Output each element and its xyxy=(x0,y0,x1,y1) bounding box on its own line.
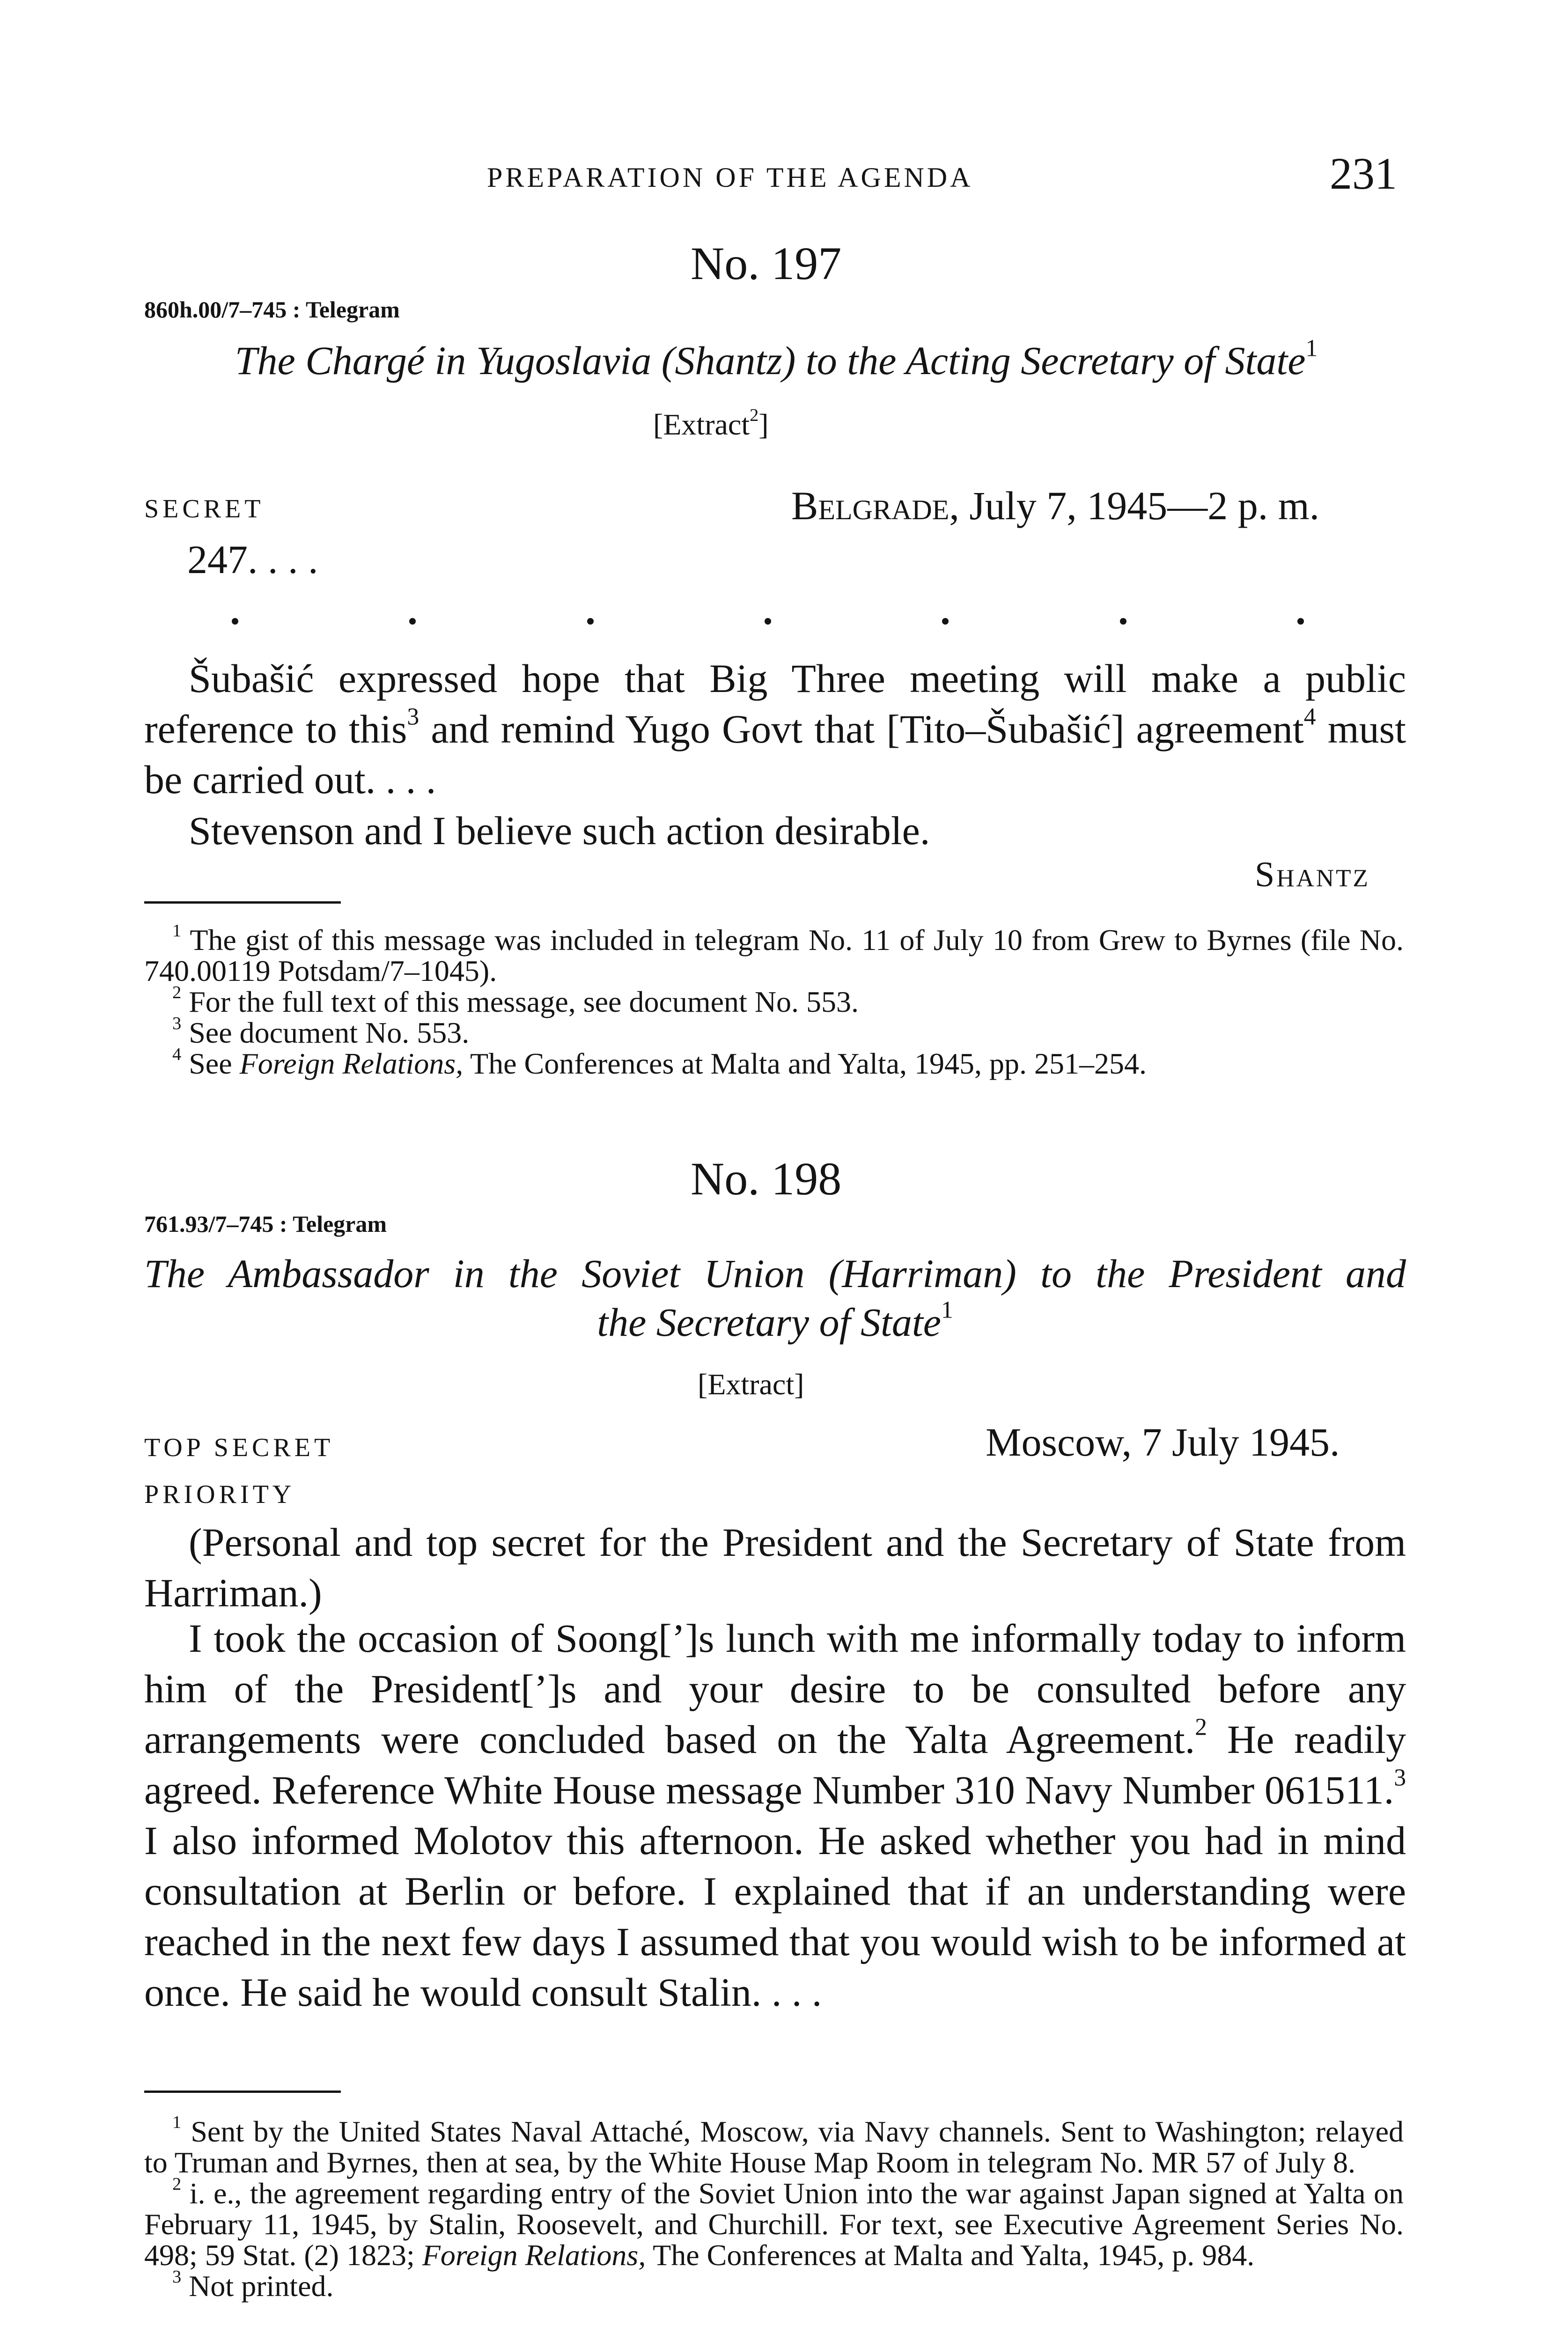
page-number: 231 xyxy=(1330,148,1397,199)
doc198-file-ref: 761.93/7–745 : Telegram xyxy=(144,1211,387,1237)
footnote-mark: 2 xyxy=(172,983,182,1003)
dot xyxy=(942,618,949,625)
para-text: must be carried out. . . . xyxy=(144,707,1406,802)
dot xyxy=(232,618,238,625)
doc197-serial: 247. . . . xyxy=(187,537,318,582)
footnote-mark: 1 xyxy=(172,2113,182,2133)
doc197-paragraph-2: Stevenson and I believe such action desirable. xyxy=(189,808,930,853)
footnote-ref: 3 xyxy=(1394,1764,1406,1791)
footnote-mark: 1 xyxy=(172,921,182,941)
footnote-1 xyxy=(144,2113,1404,2179)
dot xyxy=(765,618,771,625)
doc198-paragraph-1: (Personal and top secret for the President and the Secretary of State from Harriman.) xyxy=(144,1520,1406,1615)
footnote-text: Sent by the United States Naval Attaché, Moscow, via Navy channels. Sent to Washington; relayed to Truman and Byrnes, then at sea, by the White House Map Room in telegram No. MR 57 of July 8. xyxy=(144,2115,1404,2179)
footnote-mark: 2 xyxy=(172,2174,182,2194)
doc198-classification-1: TOP SECRET xyxy=(144,1433,334,1462)
footnote-ref: 1 xyxy=(1305,335,1318,362)
footnote-4 xyxy=(144,1045,1404,1080)
dot xyxy=(587,618,594,625)
running-title: PREPARATION OF THE AGENDA xyxy=(487,162,973,193)
footnote-text-italic: Foreign Relations, xyxy=(239,1047,464,1080)
footnote-1 xyxy=(144,921,1404,987)
footnote-text: For the full text of this message, see document No. 553. xyxy=(189,985,859,1018)
footnote-2 xyxy=(144,983,1404,1018)
para-text: He readily agreed. Reference White House message Number 310 Navy Number 061511. xyxy=(144,1717,1406,1812)
para-text: and remind Yugo Govt that [Tito–Šubašić] agreement xyxy=(431,707,1304,751)
doc197-file-ref: 860h.00/7–745 : Telegram xyxy=(144,296,400,323)
doc197-classification: SECRET xyxy=(144,494,265,523)
doc197-dateline xyxy=(791,482,1319,529)
para-text: I took the occasion of Soong[’]s lunch with me informally today to inform him of the President[’]s and your desire to be consulted before any arrangements were concluded based on the Yalta Agreement. xyxy=(144,1616,1406,1762)
dateline-date: July 7, 1945—2 p. m. xyxy=(969,483,1320,528)
doc198-title xyxy=(144,1249,1406,1347)
footnote-mark: 3 xyxy=(172,1014,182,1034)
dot xyxy=(1120,618,1126,625)
ellipsis-row xyxy=(232,618,1304,625)
footnote-mark: 3 xyxy=(172,2267,182,2287)
doc198-classification-2: PRIORITY xyxy=(144,1480,295,1509)
doc198-dateline: Moscow, 7 July 1945. xyxy=(986,1420,1340,1465)
footnote-text: See document No. 553. xyxy=(189,1016,470,1049)
footnote-ref: 4 xyxy=(1303,703,1316,730)
extract-label: [Extract xyxy=(653,408,750,441)
dateline-place: Belgrade, xyxy=(791,483,959,528)
doc197-signature: Shantz xyxy=(1255,855,1370,894)
footnote-text-italic: Foreign Relations, xyxy=(422,2238,646,2272)
doc198-title-line1: The Ambassador in the Soviet Union (Harriman) to the President and xyxy=(144,1251,1406,1296)
doc197-extract xyxy=(653,407,769,442)
footnote-text: See xyxy=(189,1047,232,1080)
footnote-ref: 1 xyxy=(941,1296,953,1324)
doc198-extract: [Extract] xyxy=(698,1368,804,1401)
footnote-rule xyxy=(144,901,341,904)
doc198-title-text: the Secretary of State xyxy=(597,1300,941,1345)
doc198-title-line2 xyxy=(144,1298,1406,1347)
footnote-2 xyxy=(144,2174,1404,2272)
dot xyxy=(1297,618,1304,625)
doc197-number: No. 197 xyxy=(691,237,842,289)
footnote-text: The Conferences at Malta and Yalta, 1945, pp. 251–254. xyxy=(470,1047,1147,1080)
footnote-ref: 2 xyxy=(1195,1714,1207,1741)
para-text: Šubašić expressed hope that Big Three meeting will make a public reference to this xyxy=(144,656,1406,751)
footnote-ref: 2 xyxy=(750,405,759,426)
footnote-3 xyxy=(144,1014,1404,1049)
dot xyxy=(409,618,416,625)
doc197-title-text: The Chargé in Yugoslavia (Shantz) to the Acting Secretary of State xyxy=(235,338,1306,383)
footnote-text: The Conferences at Malta and Yalta, 1945, p. 984. xyxy=(653,2238,1255,2272)
doc198-footnotes xyxy=(144,2113,1404,2303)
doc197-paragraph-1 xyxy=(144,653,1406,805)
extract-close: ] xyxy=(758,408,769,441)
footnote-ref: 3 xyxy=(407,703,420,730)
footnote-rule xyxy=(144,2091,341,2093)
footnote-text: The gist of this message was included in telegram No. 11 of July 10 from Grew to Byrnes (file No. 740.00119 Potsdam/7–1045). xyxy=(144,923,1404,987)
doc197-title xyxy=(144,337,1408,384)
footnote-3 xyxy=(144,2267,1404,2303)
para-text: I also informed Molotov this afternoon. He asked whether you had in mind consultation at Berlin or before. I explained that if an understanding were reached in the next few days I assumed that you would wish to be informed at once. He said he would consult Stalin. . . . xyxy=(144,1818,1406,2015)
footnote-mark: 4 xyxy=(172,1045,182,1065)
doc198-paragraph-2 xyxy=(144,1613,1406,2017)
doc197-footnotes xyxy=(144,921,1404,1080)
doc198-number: No. 198 xyxy=(691,1153,842,1205)
footnote-text: i. e., the agreement regarding entry of the Soviet Union into the war against Japan signed at Yalta on February 11, 1945, by Stalin, Roosevelt, and Churchill. For text, see Executive Agreement Series No. 498; 59 Stat. (2) 1823; xyxy=(144,2177,1404,2272)
footnote-text: Not printed. xyxy=(189,2269,334,2303)
